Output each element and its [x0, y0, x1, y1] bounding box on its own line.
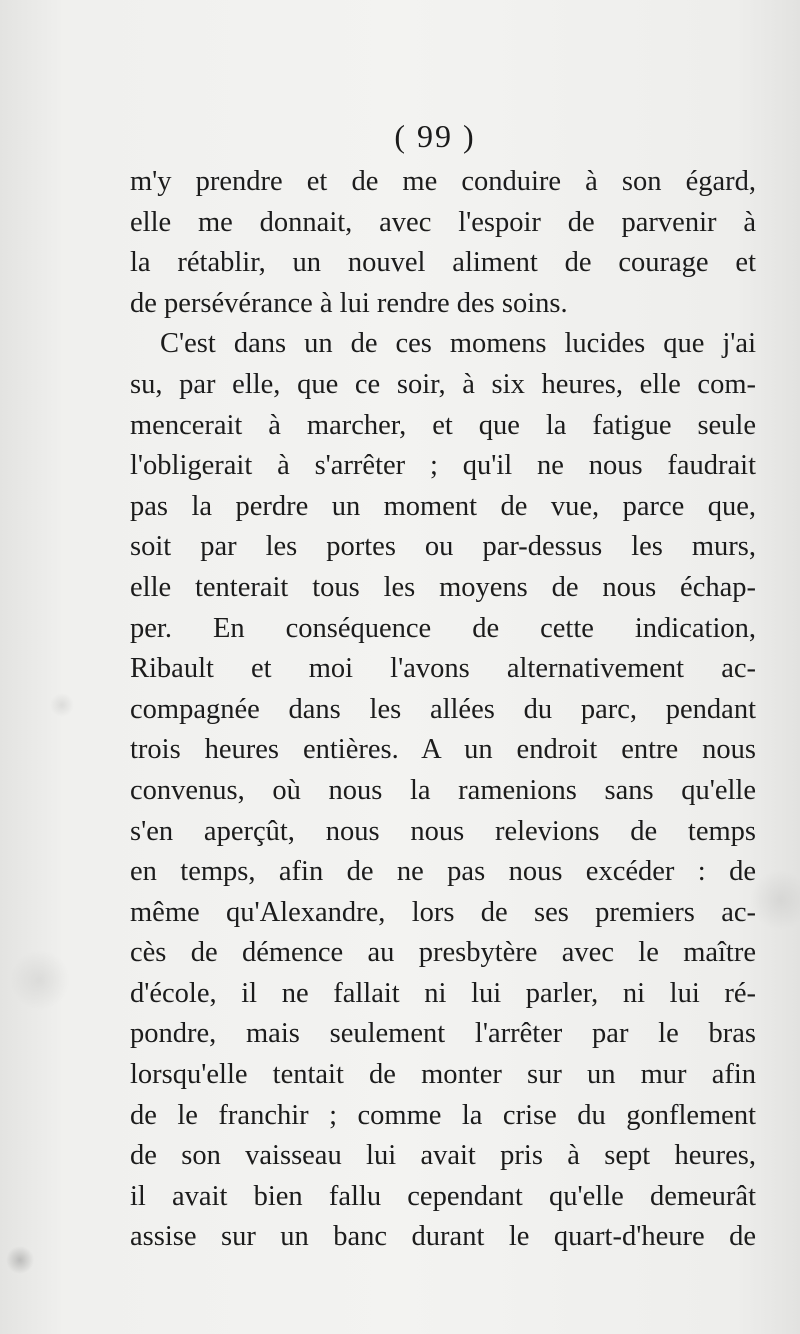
text-line: per. En conséquence de cette indication,: [130, 612, 756, 644]
text-line: pondre, mais seulement l'arrêter par le bras: [130, 1018, 756, 1050]
text-line: la rétablir, un nouvel aliment de courage et: [130, 247, 756, 279]
paragraph-start-line: C'est dans un de ces momens lucides que j'ai: [160, 328, 756, 360]
text-line: pas la perdre un moment de vue, parce que,: [130, 490, 756, 522]
text-line: m'y prendre et de me conduire à son égard,: [130, 166, 756, 197]
body-text: [130, 162, 756, 1258]
text-line: su, par elle, que ce soir, à six heures, elle com-: [130, 368, 756, 400]
text-line: l'obligerait à s'arrêter ; qu'il ne nous faudrait: [130, 450, 756, 482]
text-line: de son vaisseau lui avait pris à sept heures,: [130, 1140, 756, 1172]
text-line: cès de démence au presbytère avec le maître: [130, 937, 756, 969]
text-line: lorsqu'elle tentait de monter sur un mur afin: [130, 1059, 756, 1091]
text-line: de persévérance à lui rendre des soins.: [130, 287, 568, 319]
page-number: ( 99 ): [394, 118, 476, 154]
text-line: convenus, où nous la ramenions sans qu'elle: [130, 774, 756, 806]
text-line: elle me donnait, avec l'espoir de parvenir à: [130, 206, 756, 238]
text-line: trois heures entières. A un endroit entre nous: [130, 734, 756, 766]
text-line: il avait bien fallu cependant qu'elle demeurât: [130, 1180, 756, 1212]
text-line: même qu'Alexandre, lors de ses premiers ac-: [130, 896, 756, 928]
text-line: assise sur un banc durant le quart-d'heure de: [130, 1221, 756, 1253]
text-line: mencerait à marcher, et que la fatigue seule: [130, 409, 756, 441]
text-line: compagnée dans les allées du parc, pendant: [130, 693, 756, 725]
text-line: soit par les portes ou par-dessus les murs,: [130, 531, 756, 563]
text-line: d'école, il ne fallait ni lui parler, ni lui ré-: [130, 977, 756, 1009]
text-line: elle tenterait tous les moyens de nous échap-: [130, 571, 756, 603]
text-line: de le franchir ; comme la crise du gonflement: [130, 1099, 756, 1131]
text-line: en temps, afin de ne pas nous excéder : de: [130, 856, 756, 888]
text-line: Ribault et moi l'avons alternativement ac-: [130, 653, 756, 685]
text-line: s'en aperçût, nous nous relevions de temps: [130, 815, 756, 847]
